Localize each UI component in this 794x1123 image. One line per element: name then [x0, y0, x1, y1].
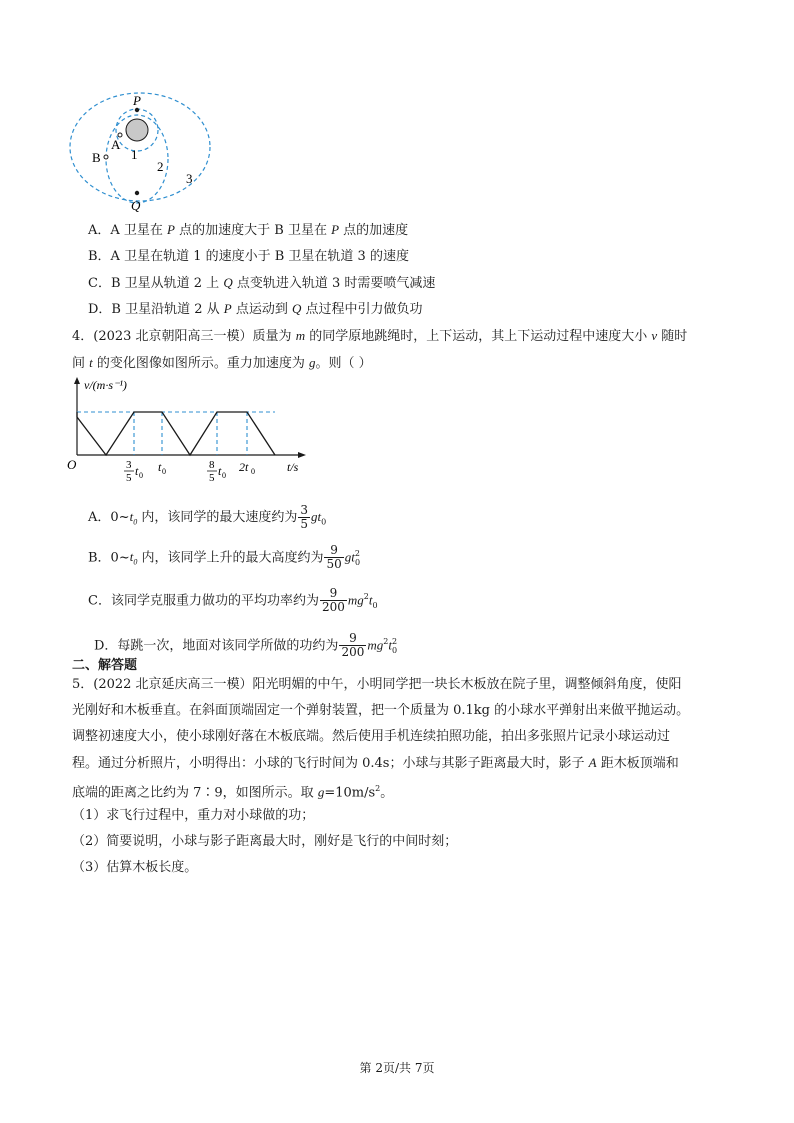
q4-a-t0: $t_0$ [129, 509, 138, 527]
q5-line5: 底端的距离之比约为 7∶9，如图所示。取 $g=10m/s^2$。 [72, 784, 394, 801]
q4-a-text1: A．0~ [88, 510, 130, 525]
q5-l5-text3: 。 [380, 785, 394, 801]
q3-d-text1: D．B 卫星沿轨道 2 从 [88, 302, 224, 317]
tick-t0-sub: 0 [162, 467, 166, 476]
q5-l5-text1: 底端的距离之比约为 7∶9，如图所示。取 [72, 785, 318, 801]
q4-stem-line2 [72, 355, 372, 372]
earth [126, 119, 148, 141]
orbit-diagram [60, 85, 220, 215]
q5-l4-text1: 程。通过分析照片，小明得出：小球的飞行时间为 0.4s；小球与其影子距离最大时，影子 [72, 756, 589, 771]
q4-var-v: v [651, 328, 658, 343]
q4-stem-line1 [72, 328, 687, 345]
vt-graph [62, 375, 322, 485]
q5-part2: （2）简要说明，小球与影子距离最大时，刚好是飞行的中间时刻； [72, 834, 458, 849]
label-2: 2 [157, 159, 164, 174]
q3-d-var1: P [223, 301, 232, 316]
q4-d-tail: mg [367, 637, 384, 653]
tick-85-den: 5 [209, 472, 215, 484]
q5-var-g: g [317, 784, 325, 800]
label-A: A [111, 137, 121, 152]
q4-option-c: C．该同学克服重力做功的平均功率约为 $\frac{9}{200}$ $mg^2t_0$ [88, 586, 378, 615]
label-P: P [133, 93, 141, 108]
tick-2t0: 2t [239, 460, 249, 474]
q4-a-num: 3 [300, 503, 308, 517]
q4-b-tail: gt [344, 549, 355, 565]
q5-l4-text2: 距木板顶端和 [596, 756, 679, 771]
page-footer: 第 2页/共 7页 [359, 1061, 435, 1075]
q4-var-t: t [89, 355, 93, 370]
q3-option-c [88, 275, 435, 292]
label-Q: Q [131, 198, 141, 213]
q5-var-A: A [588, 755, 597, 770]
q3-c-text1: C．B 卫星从轨道 2 上 [88, 276, 224, 291]
q4-b-text1: B．0~ [88, 550, 130, 566]
label-3: 3 [186, 171, 193, 186]
q4-a-fraction [298, 504, 310, 531]
q4-a-den: 5 [300, 517, 308, 531]
q4-b-text2: 内，该同学上升的最大高度约为 [137, 550, 324, 566]
q4-text2: 的同学原地跳绳时，上下运动，其上下运动过程中速度大小 [305, 329, 652, 344]
q3-option-a [88, 222, 408, 239]
origin-label: O [67, 457, 77, 472]
vt-curve [77, 412, 275, 455]
q4-b-den: 50 [326, 557, 342, 572]
point-P [135, 108, 139, 112]
tick-35-sub: 0 [139, 471, 143, 480]
q5-part3: （3）估算木板长度。 [72, 860, 198, 875]
y-axis-arrow [74, 377, 80, 384]
q4-b-fraction [324, 544, 343, 571]
q3-a-var2: P [331, 222, 340, 237]
x-axis-label: t/s [287, 460, 299, 474]
q4-d-text1: D．每跳一次，地面对该同学所做的功约为 [94, 638, 339, 654]
q4-b-num: 9 [324, 544, 343, 558]
q4-text4: 间 [72, 356, 90, 371]
x-axis-arrow [298, 452, 306, 458]
q4-text1: 4．(2023 北京朝阳高三一模）质量为 [72, 329, 296, 344]
q5-line1: 5．(2022 北京延庆高三一模）阳光明媚的中午，小明同学把一块长木板放在院子里，调整倾斜角度，使阳 [72, 677, 682, 692]
tick-35-den: 5 [126, 472, 132, 484]
q4-c-den: 200 [321, 600, 345, 615]
q3-a-text3: 点的加速度 [339, 223, 409, 238]
q4-d-num: 9 [339, 632, 366, 646]
q5-line2: 光刚好和木板垂直。在斜面顶端固定一个弹射装置，把一个质量为 0.1kg 的小球水平弹射出来做平抛运动。 [72, 703, 690, 718]
q4-c-text1: C．该同学克服重力做功的平均功率约为 [88, 593, 319, 609]
label-B: B [92, 150, 101, 165]
q4-d-fraction [339, 632, 366, 659]
q3-a-text1: A．A 卫星在 [88, 223, 168, 238]
q3-option-b [88, 249, 409, 265]
q4-text5: 的变化图像如图所示。重力加速度为 [92, 356, 310, 371]
q5-line3: 调整初速度大小，使小球刚好落在木板底端。然后使用手机连续拍照功能，拍出多张照片记录小球运动过 [72, 729, 671, 744]
q4-c-fraction [320, 587, 347, 614]
q5-part1: （1）求飞行过程中，重力对小球做的功； [72, 808, 315, 823]
satellite-B [104, 155, 108, 159]
q4-option-a: A．$0\sim t_0$ 内，该同学的最大速度约为 $\frac{3}{5}$ $gt_0$ [88, 503, 327, 531]
label-1: 1 [131, 147, 138, 162]
q5-l5-text2: =10m/s [324, 785, 376, 801]
q3-d-var2: Q [292, 301, 302, 316]
q3-b-text: B．A 卫星在轨道 1 的速度小于 B 卫星在轨道 3 的速度 [88, 249, 409, 264]
q3-c-text2: 点变轨进入轨道 3 时需要喷气减速 [232, 276, 436, 291]
section-heading: 二、解答题 [72, 658, 138, 673]
q4-text6: 。则（ ） [315, 356, 372, 371]
q3-option-d [88, 301, 423, 318]
q4-option-d: D．每跳一次，地面对该同学所做的功约为 $\frac{9}{200}$ $mg^2t^2_0$ [94, 631, 398, 660]
tick-35-num: 3 [126, 459, 132, 471]
q4-c-tail: mg [347, 592, 364, 608]
q4-a-text2: 内，该同学的最大速度约为 [137, 510, 298, 525]
q3-d-text2: 点运动到 [231, 302, 292, 317]
q3-a-text2: 点的加速度大于 B 卫星在 [175, 223, 332, 238]
q4-var-g: g [309, 355, 316, 370]
q4-c-num: 9 [320, 587, 347, 601]
q4-var-m: m [295, 328, 306, 343]
tick-85-t: t [218, 464, 222, 478]
point-Q [135, 191, 139, 195]
q4-option-b: B．$0\sim t_0$ 内，该同学上升的最大高度约为 $\frac{9}{50}$ $gt^2_0$ [88, 543, 361, 572]
tick-35-t: t [135, 464, 139, 478]
q3-c-var1: Q [223, 275, 233, 290]
tick-t0: t [158, 460, 162, 474]
q3-d-text3: 点过程中引力做负功 [301, 302, 423, 317]
q3-a-var1: P [167, 222, 175, 237]
q4-a-tail: gt [310, 509, 322, 524]
tick-85-sub: 0 [222, 471, 226, 480]
q4-d-den: 200 [341, 645, 365, 660]
tick-2t0-sub: 0 [251, 467, 255, 476]
q4-text3: 随时 [657, 329, 688, 344]
q5-line4 [72, 755, 679, 772]
y-axis-label: v/(m·s⁻¹) [84, 378, 127, 392]
tick-85-num: 8 [209, 459, 215, 471]
q4-b-t0: $t_0$ [129, 549, 138, 567]
